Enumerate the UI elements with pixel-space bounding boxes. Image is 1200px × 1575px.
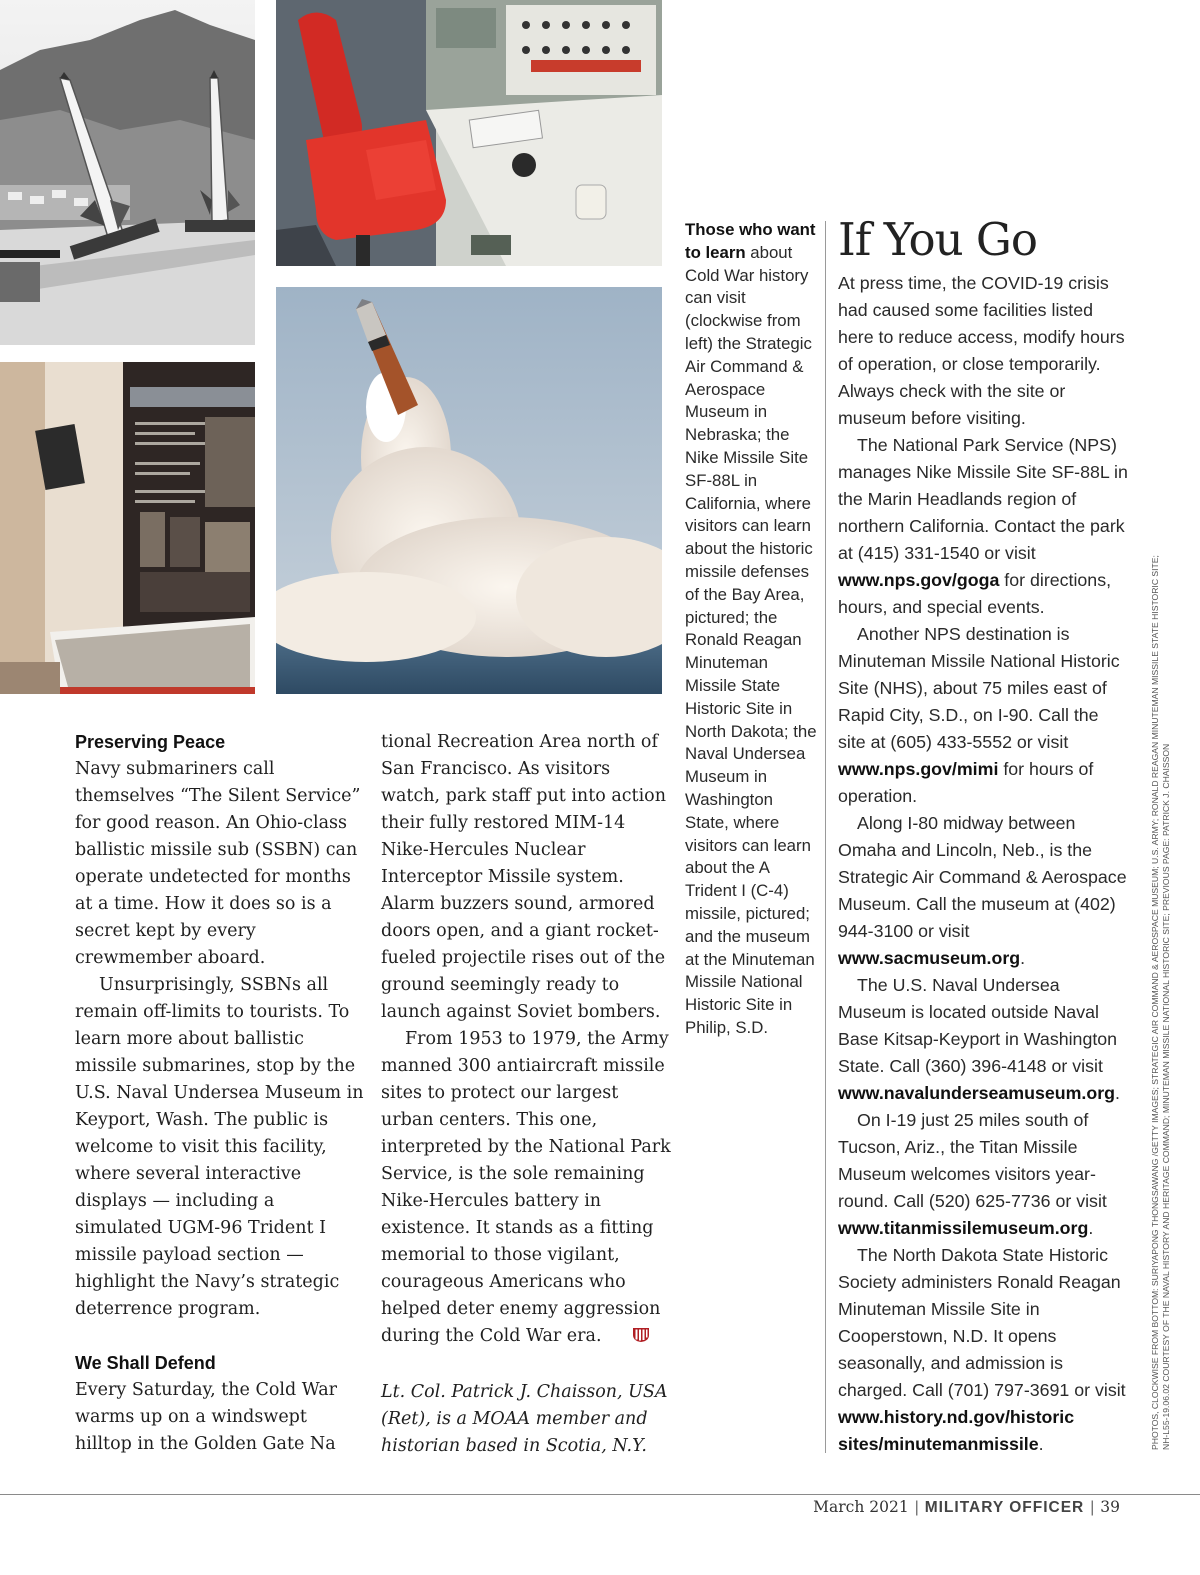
sidebar-text: On I-19 just 25 miles south of Tucson, Ariz., the Titan Missile Museum welcomes visitors year-round. Call (520) 625-7736 or visit bbox=[838, 1110, 1107, 1211]
sidebar-divider bbox=[825, 221, 826, 1453]
sidebar-paragraph bbox=[838, 972, 1130, 1107]
section-heading-we-shall-defend: We Shall Defend bbox=[75, 1353, 216, 1373]
sidebar-text: for directions, hours, and special events. bbox=[838, 570, 1112, 617]
sidebar-text: . bbox=[1038, 1434, 1044, 1454]
article-paragraph-text: From 1953 to 1979, the Army manned 300 antiaircraft missile sites to protect our largest urban centers. This one, interpreted by the National Park Service, is the sole remaining Nike-Hercules battery in existence. It stands as a fitting memorial to those vigilant, courageous Americans who helped deter enemy aggression during the Cold War era. bbox=[381, 1029, 671, 1346]
article-paragraph-continued: tional Recreation Area north of San Francisco. As visitors watch, park staff put into action their fully restored MIM-14 Nike-Hercules Nuclear Interceptor Missile system. Alarm buzzers sound, armored doors open, and a giant rocket-fueled projectile rises out of the ground seemingly ready to launch against Soviet bombers. bbox=[381, 732, 666, 1022]
sidebar-text: . bbox=[1088, 1218, 1094, 1238]
footer-date: March 2021 bbox=[813, 1498, 909, 1516]
photo-caption bbox=[685, 219, 817, 1040]
photo-museum-exhibit bbox=[0, 362, 255, 694]
sidebar-paragraph bbox=[838, 1107, 1130, 1242]
caption-lead: Those who want to learn bbox=[685, 220, 816, 262]
section-heading-preserving-peace: Preserving Peace bbox=[75, 732, 226, 752]
link-titanmissilemuseum[interactable]: www.titanmissilemuseum.org bbox=[838, 1218, 1089, 1238]
footer-separator: | bbox=[914, 1499, 919, 1516]
sidebar-text: The North Dakota State Historic Society administers Ronald Reagan Minuteman Missile Site in Cooperstown, N.D. It opens seasonally, and admission is charged. Call (701) 797-3691 or visit bbox=[838, 1245, 1126, 1400]
sidebar-paragraph bbox=[838, 621, 1130, 810]
link-navalunderseamuseum[interactable]: www.navalunderseamuseum.org bbox=[838, 1083, 1116, 1103]
article-paragraph: Navy submariners call themselves “The Silent Service” for good reason. An Ohio-class ballistic missile sub (SSBN) can operate undetected for months at a time. How it does so is a secret kept by every crewmember aboard. bbox=[75, 759, 361, 968]
sidebar-text: The U.S. Naval Undersea Museum is located outside Naval Base Kitsap-Keyport in Washington State. Call (360) 396-4148 or visit bbox=[838, 975, 1118, 1076]
author-byline: Lt. Col. Patrick J. Chaisson, USA (Ret), is a MOAA member and historian based in Scotia, N.Y. bbox=[381, 1382, 668, 1456]
sidebar-paragraph bbox=[838, 432, 1130, 621]
page-footer bbox=[813, 1498, 1120, 1517]
article-paragraph: Unsurprisingly, SSBNs all remain off-limits to tourists. To learn more about ballistic missile submarines, stop by the U.S. Naval Undersea Museum in Keyport, Wash. The public is welcome to visit this facility, where several interactive displays — including a simulated UGM-96 Trident I missile payload section — highlight the Navy’s strategic deterrence program. bbox=[75, 975, 364, 1319]
photo-trident-launch bbox=[276, 287, 662, 694]
footer-rule bbox=[0, 1494, 1200, 1495]
article-paragraph: Every Saturday, the Cold War warms up on a windswept hilltop in the Golden Gate Na bbox=[75, 1380, 338, 1454]
sidebar-text: . bbox=[1115, 1083, 1120, 1103]
sidebar-text: The National Park Service (NPS) manages Nike Missile Site SF-88L in the Marin Headlands region of northern California. Contact the park at (415) 331-1540 or visit bbox=[838, 435, 1128, 563]
photo-nike-missiles bbox=[0, 0, 255, 345]
caption-text: about Cold War history can visit (clockwise from left) the Strategic Air Command & Aerospace Museum in Nebraska; the Nike Missile Site SF-88L in California, where visitors can learn about the historic missile defenses of the Bay Area, pictured; the Ronald Reagan Minuteman Missile State Historic Site in North Dakota; the Naval Undersea Museum in Washington State, where visitors can learn about the A Trident I (C-4) missile, pictured; and the museum at the Minuteman Missile National Historic Site in Philip, S.D. bbox=[685, 242, 817, 1037]
article-paragraph bbox=[381, 1026, 671, 1352]
page-number: 39 bbox=[1100, 1498, 1120, 1516]
end-mark-icon bbox=[608, 1325, 650, 1352]
footer-magazine-name: MILITARY OFFICER bbox=[924, 1499, 1085, 1516]
link-nps-mimi[interactable]: www.nps.gov/mimi bbox=[838, 759, 999, 779]
sidebar-paragraph bbox=[838, 810, 1130, 972]
link-sacmuseum[interactable]: www.sacmuseum.org bbox=[838, 948, 1021, 968]
article-column-1 bbox=[75, 729, 365, 1458]
link-nps-goga[interactable]: www.nps.gov/goga bbox=[838, 570, 1000, 590]
sidebar-text: Along I-80 midway between Omaha and Lincoln, Neb., is the Strategic Air Command & Aerospace Museum. Call the museum at (402) 944-3100 or visit bbox=[838, 813, 1127, 941]
photo-credits-line: PHOTOS, CLOCKWISE FROM BOTTOM: SURIYAPONG THONGSAWANG /GETTY IMAGES; STRATEGIC AIR COMMAND & AEROSPACE MUSEUM; U.S. ARMY; RONALD REAGAN MINUTEMAN MISSILE STATE HISTORIC SITE; bbox=[1150, 555, 1160, 1450]
sidebar-paragraph bbox=[838, 1242, 1130, 1458]
footer-separator: | bbox=[1090, 1499, 1095, 1516]
sidebar-text: for hours of operation. bbox=[838, 759, 1094, 806]
link-history-nd[interactable]: www.history.nd.gov/historic sites/minutemanmissile bbox=[838, 1407, 1075, 1454]
photo-credits-line: NH-L55-19.06.02 COURTESY OF THE NAVAL HISTORY AND HERITAGE COMMAND; MINUTEMAN MISSILE NATIONAL HISTORIC SITE; PREVIOUS PAGE: PATRICK J. CHAISSON bbox=[1161, 743, 1171, 1450]
sidebar-title: If You Go bbox=[838, 213, 1037, 266]
sidebar-text: . bbox=[1020, 948, 1026, 968]
if-you-go-sidebar bbox=[838, 214, 1130, 1458]
sidebar-text: Another NPS destination is Minuteman Missile National Historic Site (NHS), about 75 miles east of Rapid City, S.D., on I-90. Call the site at (605) 433-5552 or visit bbox=[838, 624, 1120, 752]
photo-credits bbox=[1150, 555, 1172, 1450]
photo-launch-console bbox=[276, 0, 662, 266]
sidebar-paragraph: At press time, the COVID-19 crisis had caused some facilities listed here to reduce access, modify hours of operation, or close temporarily. Always check with the site or museum before visiting. bbox=[838, 273, 1125, 428]
article-column-2 bbox=[381, 729, 671, 1460]
